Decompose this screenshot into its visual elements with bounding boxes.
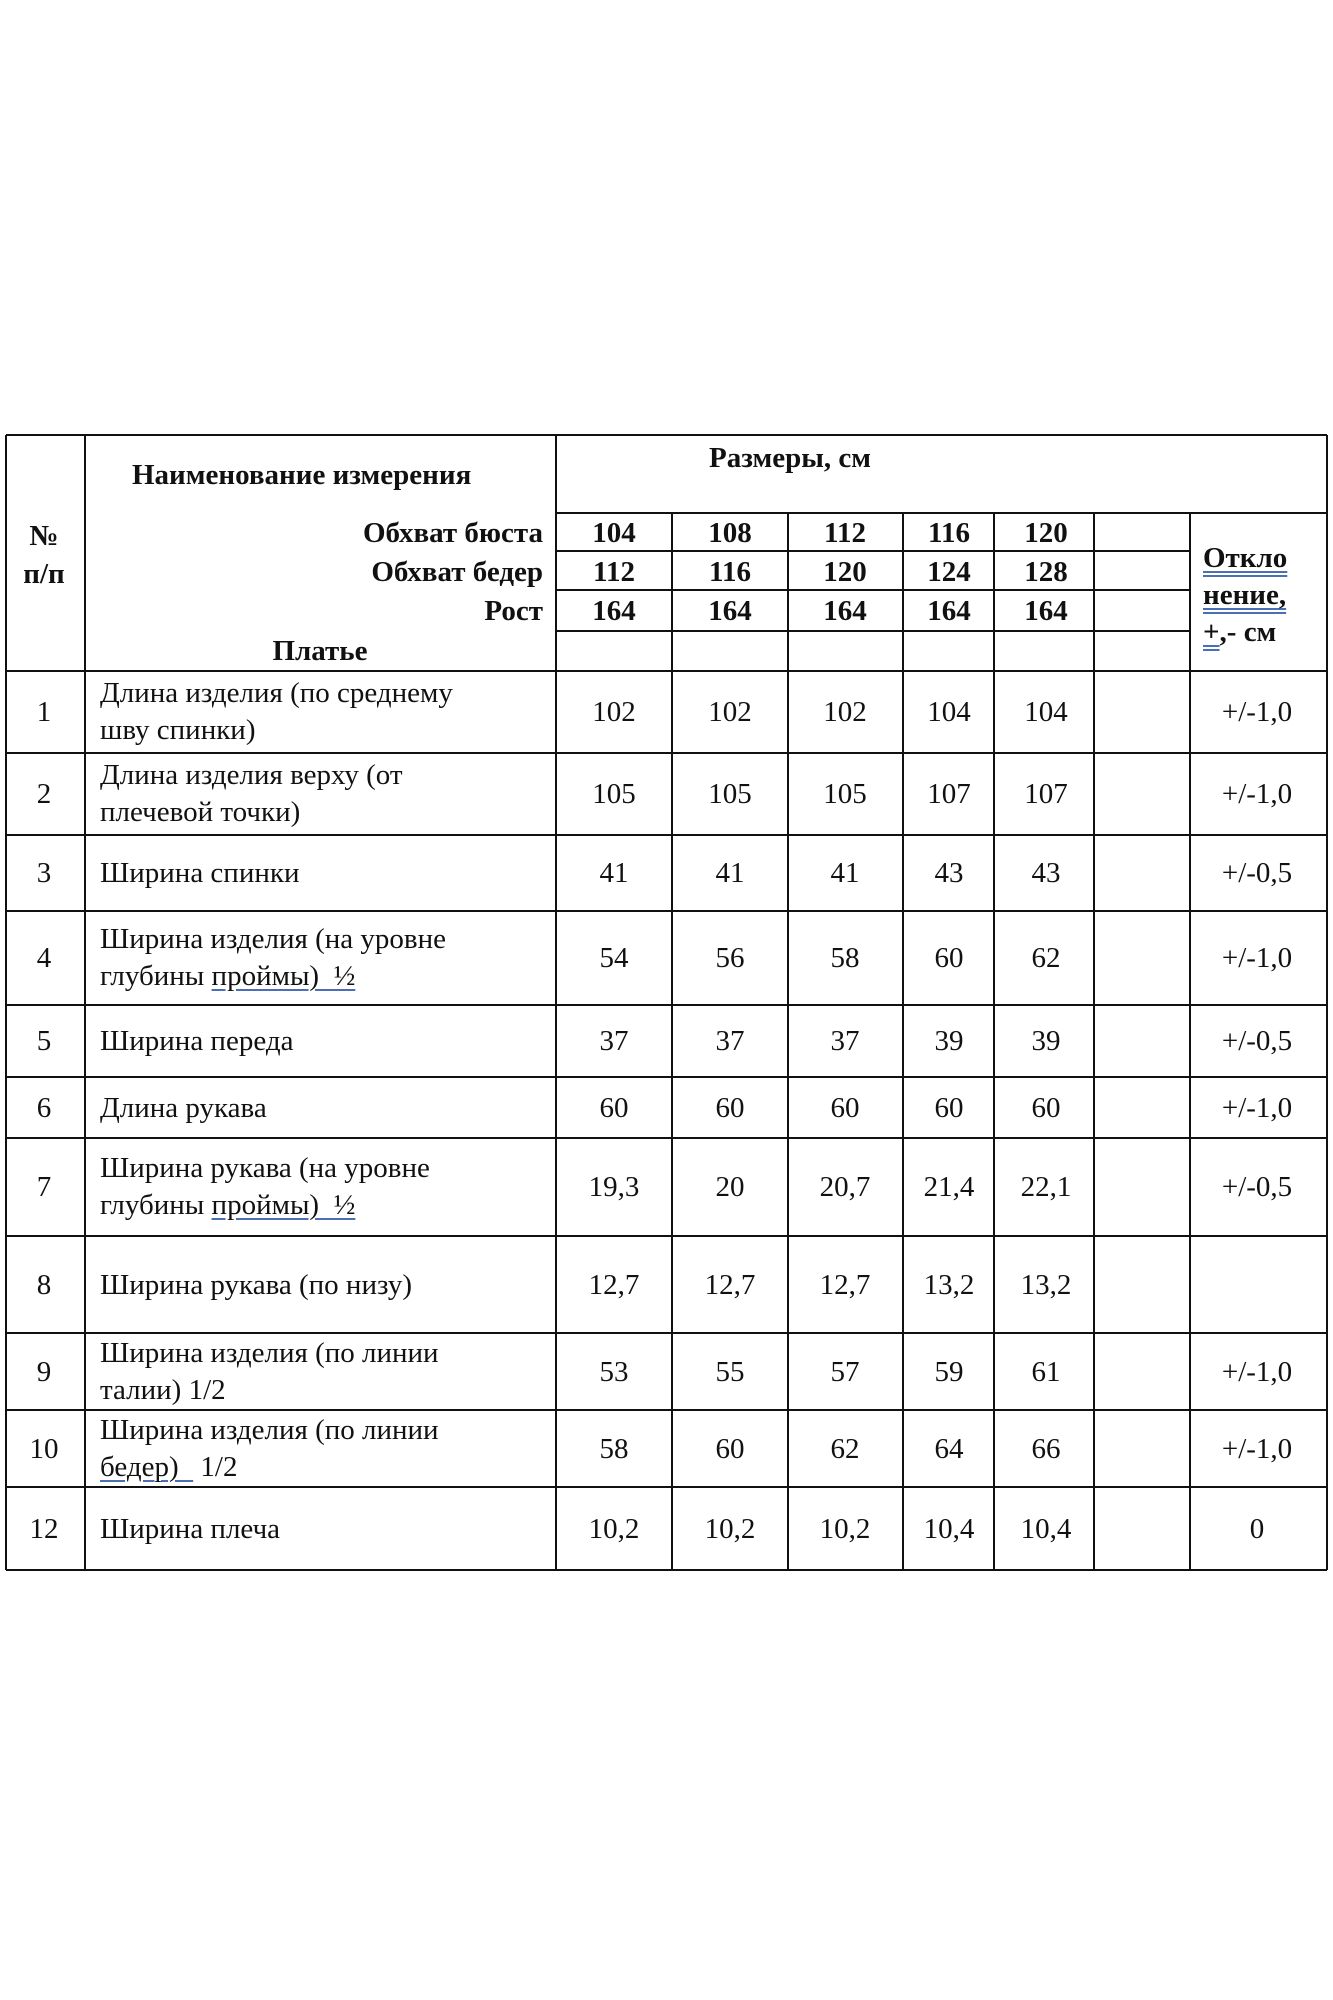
- measurement-name: Ширина изделия (по линии: [100, 1336, 439, 1369]
- row-number: 12: [29, 1512, 59, 1545]
- size-value-cell: 60: [934, 1091, 964, 1124]
- size-value-cell: 104: [927, 696, 971, 728]
- size-value-cell: 104: [1024, 696, 1068, 728]
- size-value-cell: 12,7: [819, 1268, 871, 1301]
- size-value-cell: 105: [708, 778, 752, 810]
- size-value-cell: 13,2: [923, 1268, 975, 1301]
- size-value-cell: 105: [592, 778, 636, 810]
- size-value-cell: 66: [1031, 1432, 1061, 1465]
- size-value-cell: 102: [823, 696, 867, 728]
- deviation-value: +/-1,0: [1221, 778, 1293, 810]
- size-value-cell: 12,7: [704, 1268, 756, 1301]
- measurement-name: Ширина рукава (по низу): [100, 1268, 412, 1301]
- hips-size-value: 112: [593, 556, 635, 588]
- size-value-cell: 60: [934, 942, 964, 974]
- hips-label: Обхват бедер: [371, 556, 543, 588]
- size-value-cell: 41: [715, 857, 745, 889]
- size-value-cell: 60: [715, 1432, 745, 1465]
- row-number: 7: [36, 1171, 52, 1203]
- size-value-cell: 102: [592, 696, 636, 728]
- row-number: 9: [36, 1355, 52, 1388]
- size-value-cell: 13,2: [1020, 1268, 1072, 1301]
- size-value-cell: 57: [830, 1355, 860, 1388]
- size-value-cell: 60: [599, 1091, 629, 1124]
- row-number: 2: [36, 778, 52, 810]
- size-value-cell: 10,4: [1020, 1512, 1072, 1545]
- size-value-cell: 56: [715, 942, 745, 974]
- hips-size-value: 124: [927, 556, 971, 588]
- measurement-name: Ширина спинки: [100, 857, 300, 889]
- row-number: 4: [36, 942, 52, 974]
- size-value-cell: 37: [715, 1025, 745, 1057]
- deviation-value: +/-1,0: [1221, 1432, 1293, 1465]
- height-label: Рост: [484, 595, 543, 627]
- row-number: 6: [36, 1091, 52, 1124]
- deviation-header-line3: +,- см: [1203, 616, 1277, 648]
- size-value-cell: 39: [1031, 1025, 1061, 1057]
- measurement-name: Длина изделия (по среднему: [100, 677, 453, 709]
- height-size-value: 164: [927, 595, 971, 627]
- row-number: 1: [36, 696, 52, 728]
- size-value-cell: 10,2: [588, 1512, 640, 1545]
- measurement-name-continued: талии) 1/2: [100, 1373, 226, 1406]
- deviation-value: +/-0,5: [1221, 857, 1293, 889]
- row-number: 3: [36, 857, 52, 889]
- size-value-cell: 37: [830, 1025, 860, 1057]
- size-value-cell: 22,1: [1020, 1171, 1072, 1203]
- height-size-value: 164: [708, 595, 752, 627]
- size-value-cell: 105: [823, 778, 867, 810]
- size-value-cell: 62: [1031, 942, 1061, 974]
- deviation-header-line2: нение,: [1203, 579, 1287, 611]
- deviation-value: +/-1,0: [1221, 1091, 1293, 1124]
- size-value-cell: 102: [708, 696, 752, 728]
- size-value-cell: 55: [715, 1355, 745, 1388]
- size-value-cell: 41: [599, 857, 629, 889]
- measurement-name: Длина рукава: [100, 1091, 267, 1124]
- row-number: 10: [29, 1432, 59, 1465]
- height-size-value: 164: [592, 595, 636, 627]
- size-value-cell: 107: [1024, 778, 1068, 810]
- size-value-cell: 61: [1031, 1355, 1061, 1388]
- measurement-name-header: Наименование измерения: [132, 459, 472, 491]
- size-value-cell: 41: [830, 857, 860, 889]
- size-value-cell: 58: [599, 1432, 629, 1465]
- size-value-cell: 43: [934, 857, 964, 889]
- size-value-cell: 43: [1031, 857, 1061, 889]
- bust-size-value: 108: [708, 517, 752, 549]
- hips-size-value: 128: [1024, 556, 1068, 588]
- size-value-cell: 37: [599, 1025, 629, 1057]
- size-value-cell: 20: [715, 1171, 745, 1203]
- size-value-cell: 10,2: [704, 1512, 756, 1545]
- deviation-header-line1: Откло: [1203, 542, 1288, 574]
- size-value-cell: 20,7: [819, 1171, 871, 1203]
- height-size-value: 164: [1024, 595, 1068, 627]
- measurement-name: Ширина переда: [100, 1025, 294, 1057]
- measurement-name: Ширина рукава (на уровне: [100, 1152, 430, 1184]
- bust-label: Обхват бюста: [363, 517, 543, 549]
- garment-label: Платье: [272, 635, 368, 667]
- measurement-name: Ширина изделия (на уровне: [100, 923, 446, 955]
- deviation-value: +/-1,0: [1221, 696, 1293, 728]
- measurement-name: Ширина плеча: [100, 1512, 281, 1545]
- size-value-cell: 10,2: [819, 1512, 871, 1545]
- deviation-value: +/-0,5: [1221, 1171, 1293, 1203]
- size-value-cell: 39: [934, 1025, 964, 1057]
- measurement-name-continued: бедер) 1/2: [100, 1450, 238, 1483]
- deviation-value: +/-1,0: [1221, 942, 1293, 974]
- size-value-cell: 10,4: [923, 1512, 975, 1545]
- measurement-name-continued: шву спинки): [100, 714, 256, 746]
- size-value-cell: 54: [599, 942, 629, 974]
- hips-size-value: 120: [823, 556, 867, 588]
- measurement-name-continued: глубины проймы) ½: [100, 960, 356, 992]
- size-value-cell: 53: [599, 1355, 629, 1388]
- size-value-cell: 60: [1031, 1091, 1061, 1124]
- bust-size-value: 120: [1024, 517, 1068, 549]
- number-header-line2: п/п: [23, 558, 65, 590]
- deviation-value: +/-1,0: [1221, 1355, 1293, 1388]
- row-number: 8: [36, 1268, 52, 1301]
- size-value-cell: 60: [715, 1091, 745, 1124]
- size-value-cell: 21,4: [923, 1171, 975, 1203]
- number-header-line1: №: [29, 520, 59, 552]
- measurement-name-continued: глубины проймы) ½: [100, 1189, 356, 1221]
- bust-size-value: 116: [928, 517, 970, 549]
- row-number: 5: [36, 1025, 52, 1057]
- bust-size-value: 112: [824, 517, 866, 549]
- size-value-cell: 12,7: [588, 1268, 640, 1301]
- size-value-cell: 60: [830, 1091, 860, 1124]
- bust-size-value: 104: [592, 517, 636, 549]
- sizes-header: Размеры, см: [709, 442, 871, 474]
- size-value-cell: 62: [830, 1432, 860, 1465]
- size-value-cell: 58: [830, 942, 860, 974]
- measurement-name-continued: плечевой точки): [100, 796, 301, 828]
- size-value-cell: 107: [927, 778, 971, 810]
- hips-size-value: 116: [709, 556, 751, 588]
- measurement-name: Длина изделия верху (от: [100, 759, 403, 791]
- deviation-value: 0: [1249, 1512, 1265, 1545]
- size-value-cell: 59: [934, 1355, 964, 1388]
- measurement-name: Ширина изделия (по линии: [100, 1413, 439, 1446]
- height-size-value: 164: [823, 595, 867, 627]
- size-value-cell: 19,3: [588, 1171, 640, 1203]
- deviation-value: +/-0,5: [1221, 1025, 1293, 1057]
- size-value-cell: 64: [934, 1432, 964, 1465]
